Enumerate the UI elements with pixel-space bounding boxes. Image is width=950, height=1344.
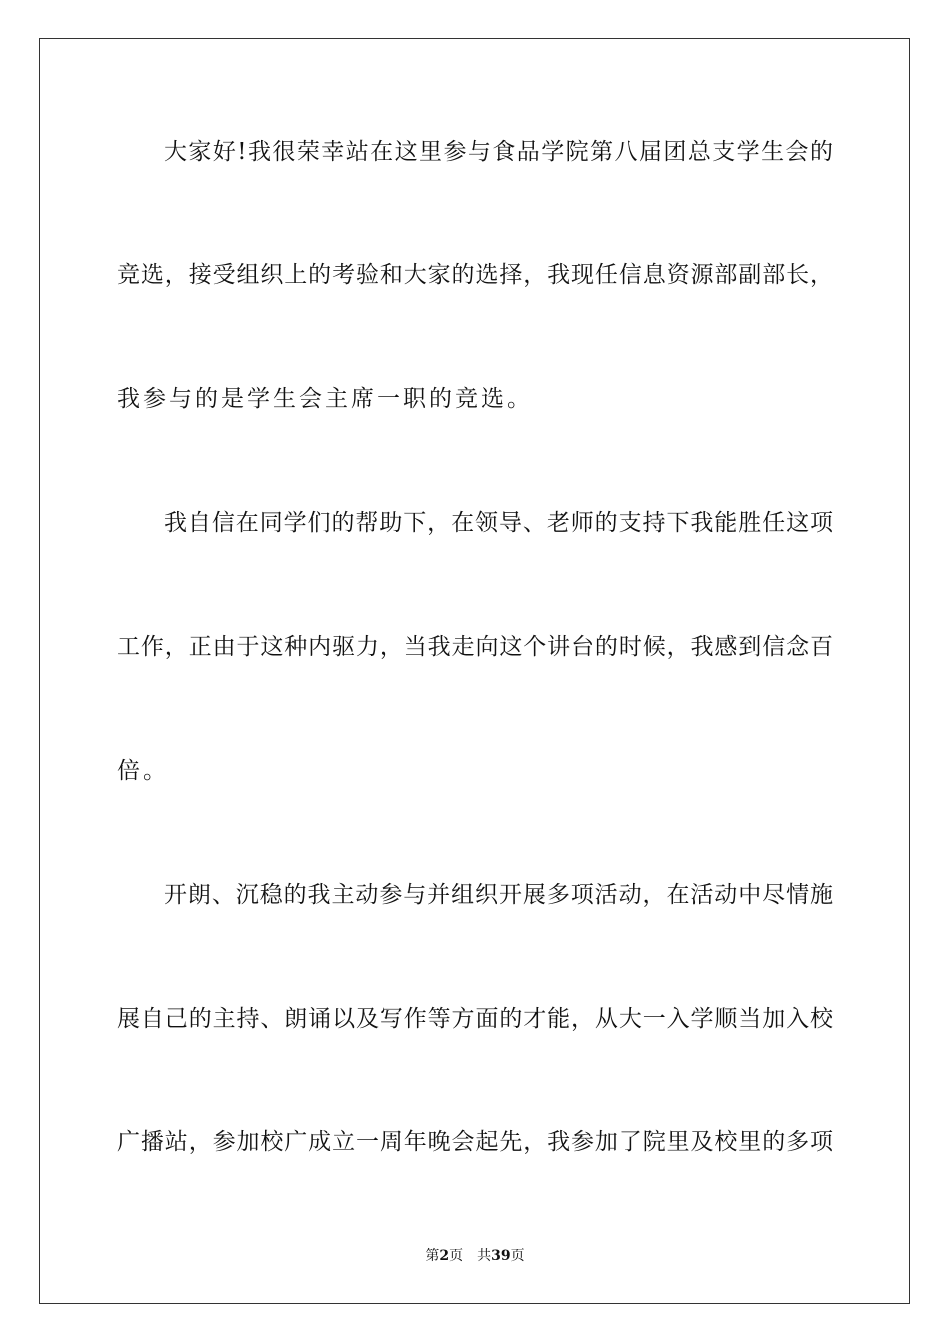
total-suffix: 页	[510, 1248, 525, 1264]
paragraph-3-line-1: 开朗、沉稳的我主动参与并组织开展多项活动，在活动中尽情施	[164, 882, 833, 908]
page-footer	[0, 1246, 950, 1266]
page-prefix: 第	[425, 1248, 440, 1264]
paragraph-2-line-1: 我自信在同学们的帮助下，在领导、老师的支持下我能胜任这项	[164, 510, 833, 536]
paragraph-1-line-2: 竞选，接受组织上的考验和大家的选择，我现任信息资源部副部长，	[117, 262, 833, 288]
paragraph-1-line-3: 我参与的是学生会主席一职的竞选。	[117, 386, 533, 412]
total-prefix: 共	[477, 1248, 492, 1264]
page-border	[39, 38, 910, 1304]
paragraph-2-line-2: 工作，正由于这种内驱力，当我走向这个讲台的时候，我感到信念百	[117, 634, 833, 660]
total-pages: 39	[491, 1248, 511, 1264]
page-suffix: 页	[449, 1248, 464, 1264]
page-number: 2	[439, 1248, 450, 1264]
paragraph-3-line-3: 广播站，参加校广成立一周年晚会起先，我参加了院里及校里的多项	[117, 1129, 833, 1155]
paragraph-3-line-2: 展自己的主持、朗诵以及写作等方面的才能，从大一入学顺当加入校	[117, 1006, 833, 1032]
paragraph-1-line-1: 大家好!我很荣幸站在这里参与食品学院第八届团总支学生会的	[164, 139, 833, 165]
paragraph-2-line-3: 倍。	[117, 758, 169, 784]
